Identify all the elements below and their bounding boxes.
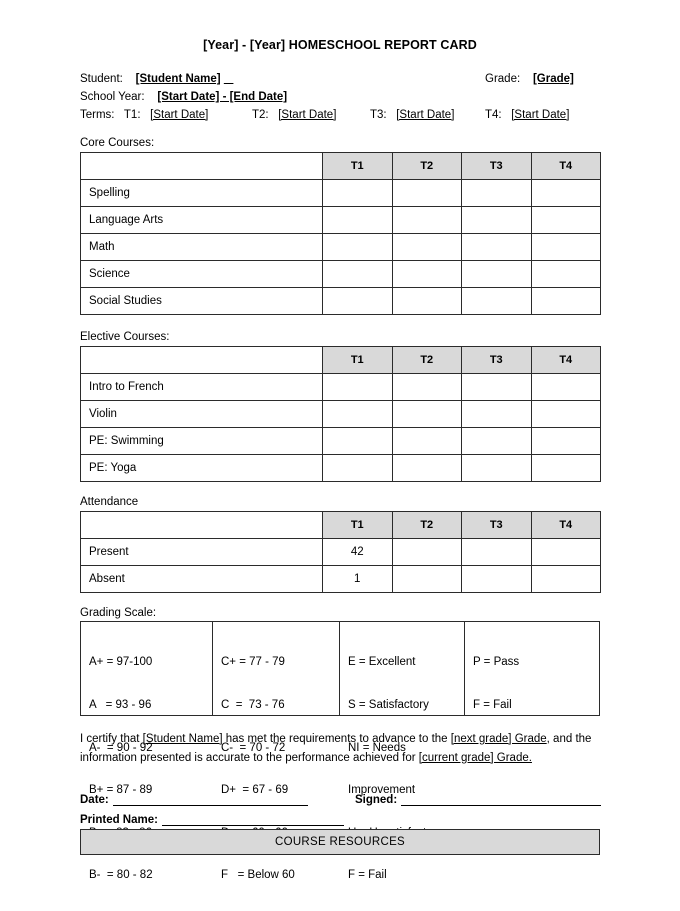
terms-row: [80, 106, 600, 124]
table-row: [81, 288, 601, 315]
grading-scale-line: E = Excellent: [348, 656, 416, 669]
elective-course-name: Violin: [81, 401, 323, 428]
elective-grade-cell[interactable]: [323, 374, 393, 401]
core-header-t1: T1: [323, 153, 393, 180]
core-grade-cell[interactable]: [392, 207, 462, 234]
signed-label: Signed:: [355, 794, 398, 806]
attendance-blank-header: [81, 512, 323, 539]
elective-grade-cell[interactable]: [323, 455, 393, 482]
core-grade-cell[interactable]: [392, 288, 462, 315]
term3-group: [370, 106, 454, 124]
core-grade-cell[interactable]: [531, 261, 601, 288]
table-row: [81, 234, 601, 261]
grading-scale-line: D+ = 67 - 69: [221, 784, 289, 797]
core-grade-cell[interactable]: [323, 180, 393, 207]
elective-grade-cell[interactable]: [392, 455, 462, 482]
core-course-name: Language Arts: [81, 207, 323, 234]
term1-date-field[interactable]: [Start Date]: [150, 109, 209, 121]
grade-label: Grade:: [485, 73, 521, 85]
table-row: [81, 455, 601, 482]
table-row: [81, 261, 601, 288]
table-header-row: [81, 153, 601, 180]
school-year-field[interactable]: [Start Date] - [End Date]: [157, 91, 288, 103]
table-row: [81, 401, 601, 428]
certify-next-grade[interactable]: [next grade] Grade: [450, 733, 547, 745]
student-row: [80, 70, 600, 88]
elective-header-t2: T2: [392, 347, 462, 374]
elective-header-t3: T3: [462, 347, 532, 374]
table-row: [81, 428, 601, 455]
grading-scale-line: F = Fail: [473, 699, 512, 712]
elective-grade-cell[interactable]: [462, 374, 532, 401]
printed-name-input-line[interactable]: [162, 813, 344, 826]
term1-label: T1:: [123, 109, 141, 121]
term3-date-field[interactable]: [Start Date]: [396, 109, 455, 121]
term2-label: T2:: [252, 109, 269, 121]
elective-grade-cell[interactable]: [323, 401, 393, 428]
terms-label: Terms:: [80, 109, 115, 121]
elective-course-name: PE: Yoga: [81, 455, 323, 482]
table-row: [81, 566, 601, 593]
attendance-value-cell[interactable]: 1: [323, 566, 393, 593]
grading-scale-line: P = Pass: [473, 656, 520, 669]
course-resources-label: COURSE RESOURCES: [274, 836, 406, 848]
core-course-name: Spelling: [81, 180, 323, 207]
grading-scale-line: B- = 80 - 82: [89, 869, 153, 882]
attendance-row-label: Absent: [81, 566, 323, 593]
core-grade-cell[interactable]: [462, 288, 532, 315]
elective-grade-cell[interactable]: [531, 428, 601, 455]
attendance-row-label: Present: [81, 539, 323, 566]
core-courses-caption: Core Courses:: [80, 137, 155, 149]
table-row: [81, 539, 601, 566]
elective-grade-cell[interactable]: [531, 374, 601, 401]
elective-header-t4: T4: [531, 347, 601, 374]
term4-label: T4:: [485, 109, 502, 121]
core-header-t3: T3: [462, 153, 532, 180]
core-grade-cell[interactable]: [531, 207, 601, 234]
core-courses-table: [80, 152, 601, 315]
attendance-value-cell[interactable]: [392, 539, 462, 566]
grading-scale-line: A+ = 97-100: [89, 656, 153, 669]
school-year-label: School Year:: [80, 91, 145, 103]
attendance-value-cell[interactable]: 42: [323, 539, 393, 566]
elective-grade-cell[interactable]: [392, 401, 462, 428]
grading-scale-line: C- = 70 - 72: [221, 741, 286, 754]
core-grade-cell[interactable]: [462, 207, 532, 234]
elective-courses-caption: Elective Courses:: [80, 331, 170, 343]
attendance-header-t2: T2: [392, 512, 462, 539]
grade-group: [485, 70, 574, 88]
grade-field[interactable]: [Grade]: [532, 73, 574, 85]
attendance-value-cell[interactable]: [462, 566, 532, 593]
attendance-header-t4: T4: [531, 512, 601, 539]
printed-name-label: Printed Name:: [80, 814, 158, 826]
elective-grade-cell[interactable]: [462, 401, 532, 428]
grading-scale-line: C+ = 77 - 79: [221, 656, 285, 669]
core-grade-cell[interactable]: [531, 288, 601, 315]
attendance-header-t1: T1: [323, 512, 393, 539]
elective-grade-cell[interactable]: [392, 374, 462, 401]
grading-scale-line: F = Below 60: [221, 869, 295, 882]
attendance-caption: Attendance: [80, 496, 139, 508]
core-grade-cell[interactable]: [462, 261, 532, 288]
grading-scale-caption: Grading Scale:: [80, 607, 157, 619]
signed-input-line[interactable]: [401, 793, 601, 806]
core-header-t2: T2: [392, 153, 462, 180]
table-row: [81, 207, 601, 234]
table-header-row: [81, 512, 601, 539]
attendance-value-cell[interactable]: [531, 539, 601, 566]
attendance-header-t3: T3: [462, 512, 532, 539]
core-grade-cell[interactable]: [323, 261, 393, 288]
elective-course-name: PE: Swimming: [81, 428, 323, 455]
elective-blank-header: [81, 347, 323, 374]
core-grade-cell[interactable]: [462, 234, 532, 261]
student-info-block: [80, 70, 600, 124]
elective-grade-cell[interactable]: [462, 428, 532, 455]
table-row: [81, 374, 601, 401]
core-course-name: Social Studies: [81, 288, 323, 315]
elective-course-name: Intro to French: [81, 374, 323, 401]
date-signed-row: [80, 793, 600, 813]
school-year-row: [80, 88, 600, 106]
grading-scale-line: C = 73 - 76: [221, 699, 285, 712]
grading-scale-line: NI = Needs: [348, 741, 406, 754]
core-grade-cell[interactable]: [323, 207, 393, 234]
grading-scale-column-pass-fail: [464, 622, 599, 715]
course-resources-bar[interactable]: [80, 829, 600, 855]
certify-text-part3: , and the information presented is accurate to the performance achieved for: [80, 733, 592, 764]
core-grade-cell[interactable]: [392, 261, 462, 288]
page-title: [Year] - [Year] HOMESCHOOL REPORT CARD: [203, 38, 477, 52]
term2-group: [252, 106, 336, 124]
attendance-table: [80, 511, 601, 593]
grading-scale-line: F = Fail: [348, 869, 387, 882]
elective-header-t1: T1: [323, 347, 393, 374]
core-blank-header: [81, 153, 323, 180]
elective-grade-cell[interactable]: [392, 428, 462, 455]
core-grade-cell[interactable]: [462, 180, 532, 207]
certification-statement: [80, 730, 595, 768]
student-name-underline-pad: [224, 73, 234, 85]
term4-date-field[interactable]: [Start Date]: [511, 109, 570, 121]
date-input-line[interactable]: [113, 793, 308, 806]
student-label: Student:: [80, 73, 123, 85]
elective-grade-cell[interactable]: [531, 401, 601, 428]
certify-current-grade[interactable]: [current grade] Grade.: [418, 752, 532, 764]
table-header-row: [81, 347, 601, 374]
core-course-name: Science: [81, 261, 323, 288]
core-grade-cell[interactable]: [323, 234, 393, 261]
core-grade-cell[interactable]: [323, 288, 393, 315]
student-name-field[interactable]: [Student Name]: [135, 73, 221, 85]
signature-block: [80, 793, 600, 833]
certify-text-part1: I certify that: [80, 733, 143, 745]
core-header-t4: T4: [531, 153, 601, 180]
signed-group: [355, 793, 601, 806]
core-grade-cell[interactable]: [531, 234, 601, 261]
core-grade-cell[interactable]: [392, 180, 462, 207]
attendance-value-cell[interactable]: [462, 539, 532, 566]
attendance-value-cell[interactable]: [531, 566, 601, 593]
elective-grade-cell[interactable]: [462, 455, 532, 482]
certify-text-part2: has met the requirements to advance to the: [222, 733, 451, 745]
elective-grade-cell[interactable]: [323, 428, 393, 455]
grading-scale-line: S = Satisfactory: [348, 699, 429, 712]
certify-student-name[interactable]: [Student Name]: [142, 733, 223, 745]
core-grade-cell[interactable]: [392, 234, 462, 261]
grading-scale-line: B+ = 87 - 89: [89, 784, 153, 797]
date-label: Date:: [80, 794, 109, 806]
term3-label: T3:: [370, 109, 387, 121]
elective-grade-cell[interactable]: [531, 455, 601, 482]
attendance-value-cell[interactable]: [392, 566, 462, 593]
grading-scale-line: A = 93 - 96: [89, 699, 152, 712]
table-row: [81, 180, 601, 207]
grading-scale-line: Improvement: [348, 784, 416, 797]
core-grade-cell[interactable]: [531, 180, 601, 207]
core-course-name: Math: [81, 234, 323, 261]
term4-group: [485, 106, 569, 124]
elective-courses-table: [80, 346, 601, 482]
term2-date-field[interactable]: [Start Date]: [278, 109, 337, 121]
grading-scale-line: A- = 90 - 92: [89, 741, 153, 754]
